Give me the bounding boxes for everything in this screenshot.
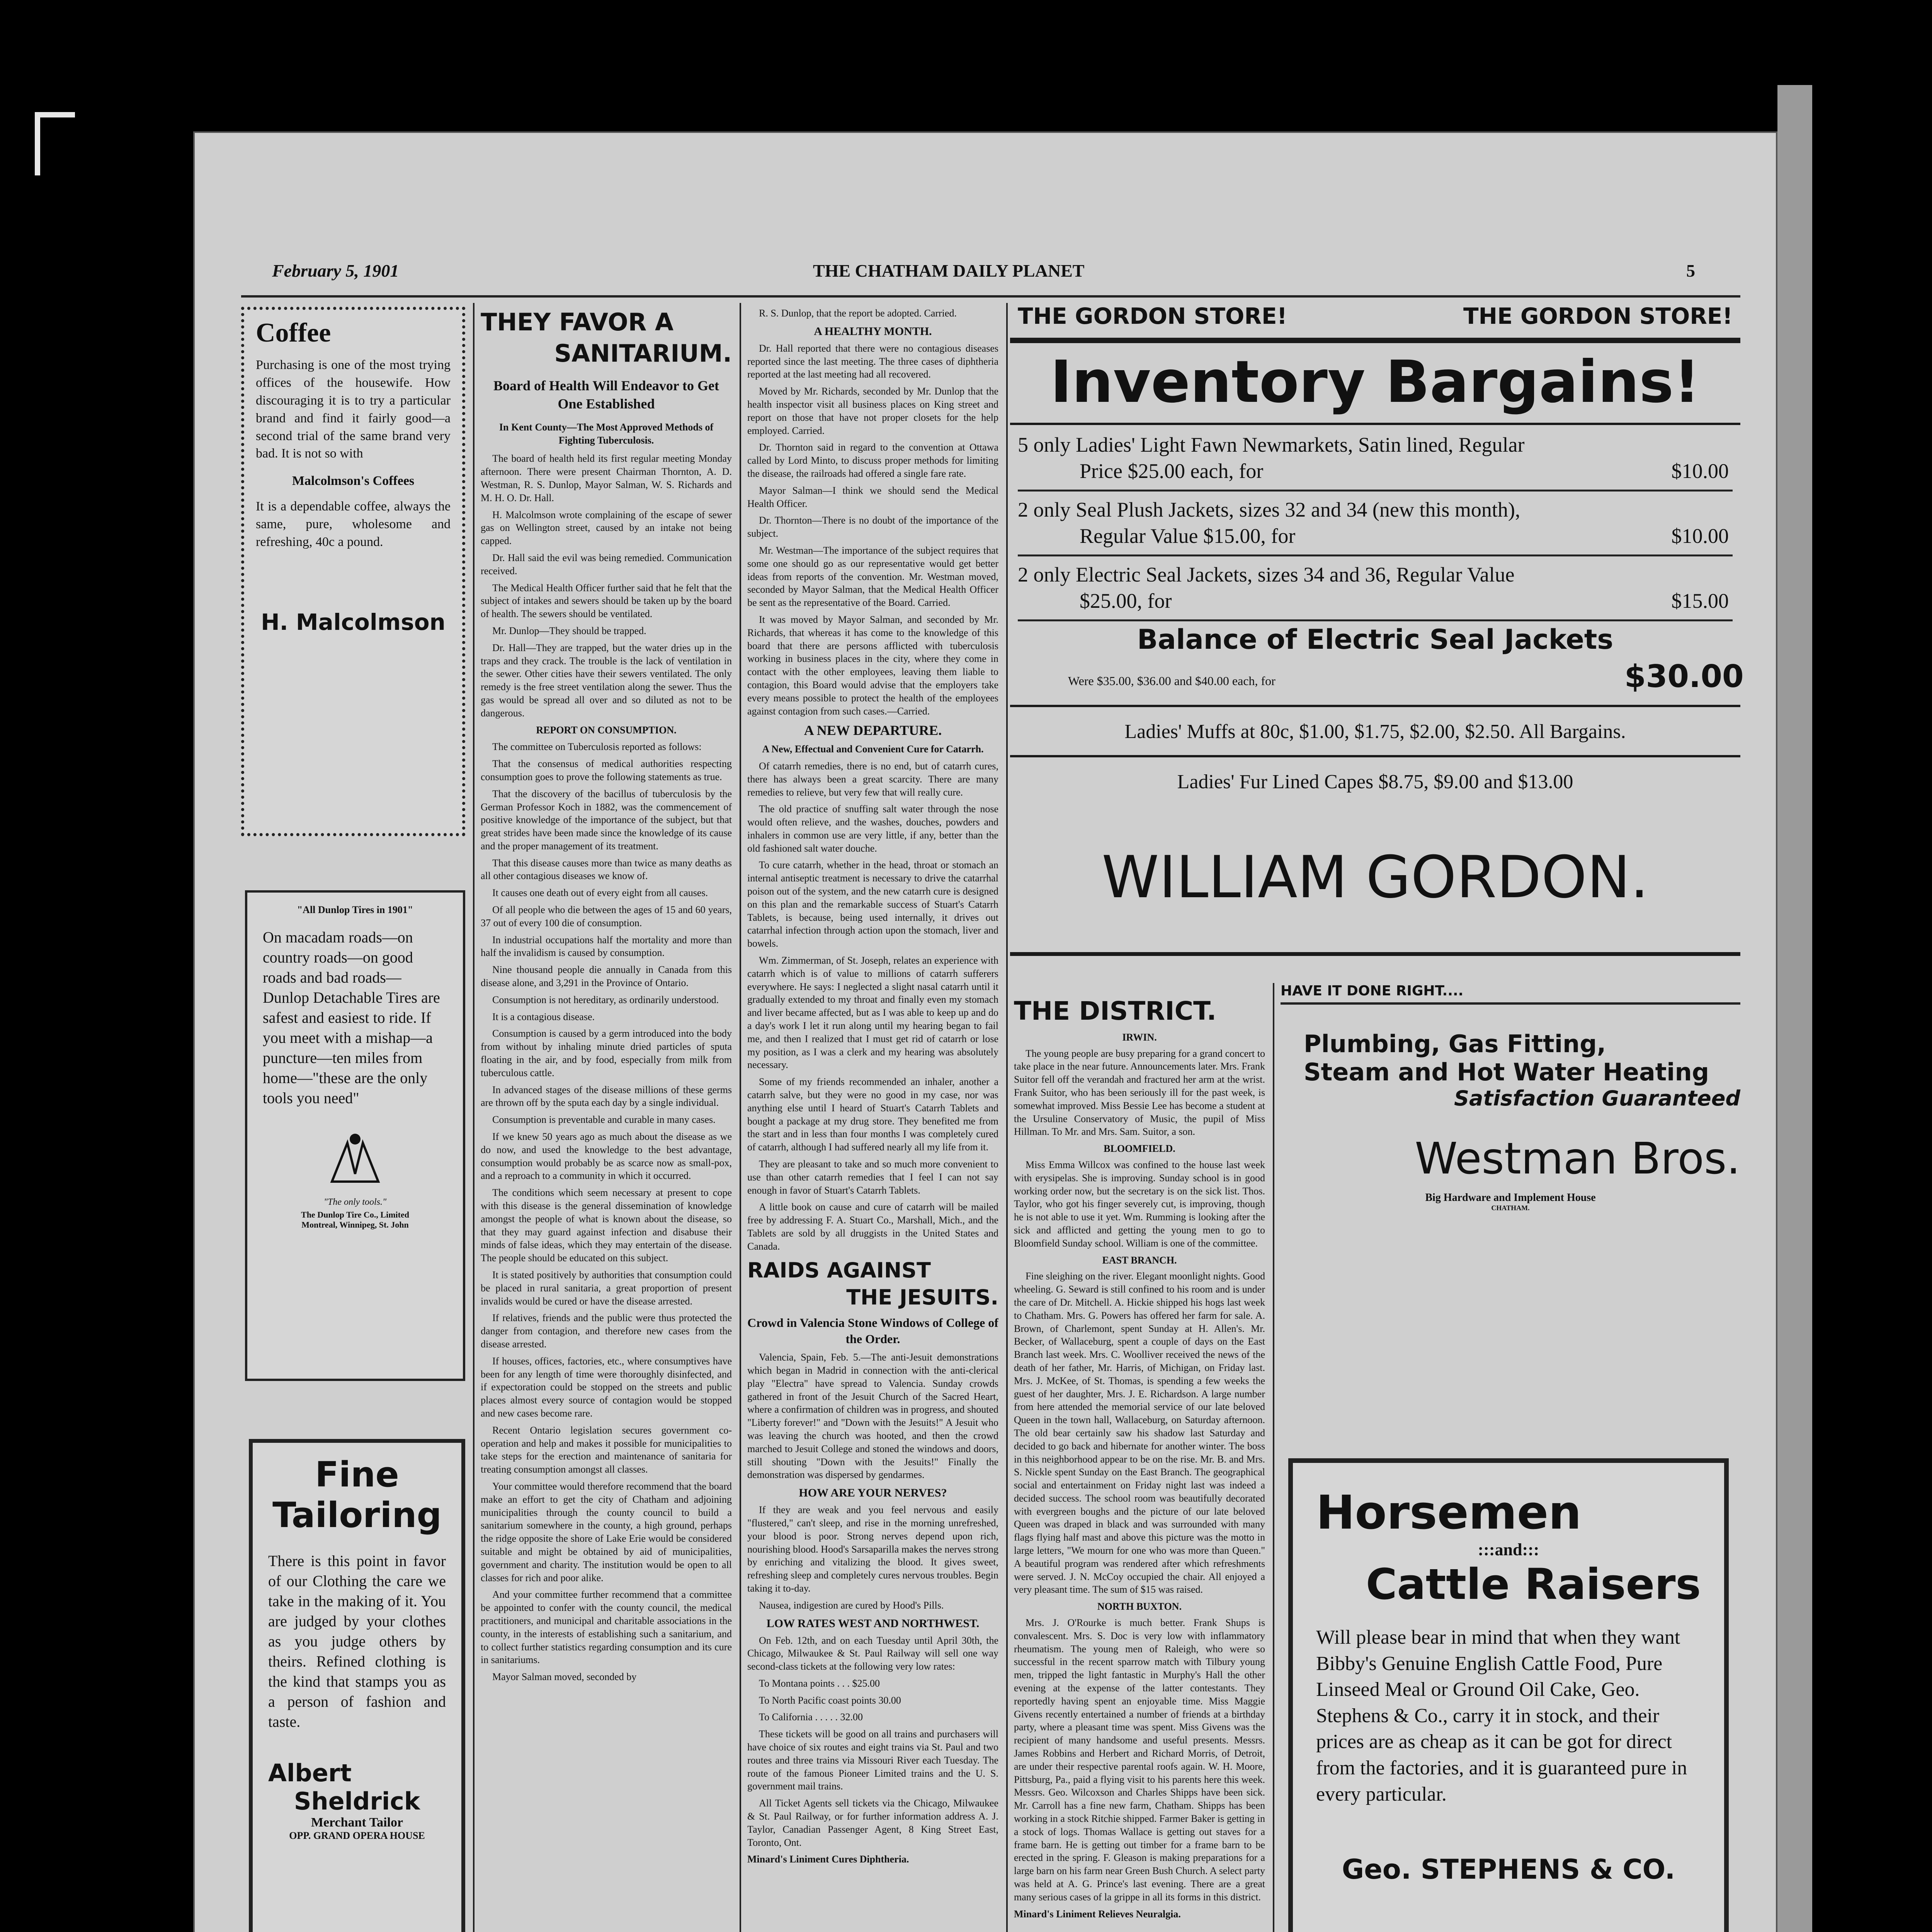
sanitarium-deck: In Kent County—The Most Approved Methods of Fighting Tuberculosis. (499, 421, 714, 446)
horsemen-ad (1288, 1458, 1729, 1932)
new-departure-paragraph: Of catarrh remedies, there is no end, but of catarrh cures, there has always been a great scarcity. There are many remedies to relieve, but very few that will really cure. (747, 760, 998, 798)
dunlop-cities: Montreal, Winnipeg, St. John (301, 1220, 409, 1230)
healthy-month-paragraph: Dr. Hall reported that there were no contagious diseases reported since the last meeting. The three cases of diphtheria reported at the last meeting had all recovered. (747, 342, 998, 380)
district-section-text: The young people are busy preparing for a grand concert to take place in the near future. Announcements later. Mrs. Frank Suitor fell off the verandah and fractured her arm at the wrist. Frank Suitor, who has been seriously ill for the past week, is somewhat improved. Miss Bessie Lee has become a student at the Ursuline Conservatory of Music, the pupil of Miss Hillman. To Mr. and Mrs. Sam. Suitor, a son. (1014, 1048, 1265, 1138)
sanitarium-paragraph: Recent Ontario legislation secures government co-operation and help and makes it possible for municipalities to take steps for the erection and maintenance of sanitaria for treating consumption amongst all classes. (481, 1424, 732, 1475)
westman-sub: Big Hardware and Implement House (1425, 1192, 1596, 1204)
new-departure-heading: A NEW DEPARTURE. (804, 723, 942, 738)
westman-rule (1281, 1002, 1740, 1005)
healthy-month-paragraph: Moved by Mr. Richards, seconded by Mr. Dunlop that the health inspector visit all business places on King street and report on those that have not proper closets for the help employed. Carried. (747, 386, 998, 436)
westman-name: Westman Bros. (1415, 1134, 1740, 1184)
tailoring-body: There is this point in favor of our Clothing the care we take in the making of it. You are judged by your clothes as you judge others by theirs. Refined clothing is the kind that stamps you as a person of fashion and taste. (268, 1552, 446, 1730)
sanitarium-headline-1: THEY FAVOR A (481, 308, 673, 336)
sanitarium-paragraph: It is stated positively by authorities that consumption could be placed in rural sanitaria, a great proportion of present invalids would be cured or have the disease arrested. (481, 1269, 732, 1307)
dunlop-ad (245, 890, 465, 1381)
coffee-tagline: It is a dependable coffee, always the same, pure, wholesome and refreshing, 40c a pound. (256, 499, 451, 549)
gordon-item (1018, 556, 1733, 621)
healthy-month-body (747, 342, 998, 718)
crop-mark-top-left (35, 112, 75, 175)
district-section-title: IRWIN. (1122, 1031, 1157, 1043)
raids-headline-2: THE JESUITS. (846, 1285, 998, 1310)
coffee-signature: H. Malcolmson (261, 609, 446, 635)
dunlop-heading: "All Dunlop Tires in 1901" (297, 904, 413, 915)
healthy-month-paragraph: Dr. Thornton—There is no doubt of the importance of the subject. (747, 515, 998, 539)
sanitarium-paragraph: If we knew 50 years ago as much about the disease as we do now, and used the knowledge to the best advantage, consumption would probably be as scarce now as small-pox, and a reproach to a community in which it occurred. (481, 1131, 732, 1182)
tailoring-name-1: Albert (268, 1759, 352, 1787)
raids-headline-1: RAIDS AGAINST (747, 1258, 931, 1282)
gordon-rule-4 (1010, 755, 1740, 757)
westman-ad (1281, 983, 1740, 1427)
new-departure-sub: A New, Effectual and Convenient Cure for Catarrh. (762, 743, 984, 755)
sanitarium-paragraph: Consumption is caused by a germ introduced into the body from without by inhaling minute dried particles of sputa floating in the air, and by food, especially from milk from tuberculous cattle. (481, 1028, 732, 1078)
sanitarium-paragraph: REPORT ON CONSUMPTION. (536, 724, 677, 736)
sanitarium-paragraph: Consumption is preventable and curable in many cases. (492, 1114, 716, 1126)
sanitarium-paragraph: Consumption is not hereditary, as ordinarily understood. (492, 994, 719, 1005)
district-section-title: EAST BRANCH. (1102, 1254, 1177, 1266)
district-section-text: Miss Emma Willcox was confined to the house last week with erysipelas. She is improving. Sunday school is in good working order now, but the secretary is on the sick list. Thos. Taylor, who got his finger severely cut, is improving, though he is not able to use it yet. Wm. Rumming is looking after the sick and afflicted and getting the young men to go to Bloomfield Sunday school. William is one of the committee. (1014, 1159, 1265, 1249)
col3-footer: Minard's Liniment Cures Diphtheria. (747, 1854, 909, 1865)
sanitarium-paragraph: Mayor Salman moved, seconded by (492, 1671, 637, 1683)
gordon-item-line-2: Regular Value $15.00, for (1080, 524, 1296, 548)
column-rule-2 (740, 303, 741, 1932)
gordon-item-line-1: 2 only Seal Plush Jackets, sizes 32 and 34 (new this month), (1018, 498, 1520, 521)
dunlop-company: The Dunlop Tire Co., Limited (301, 1210, 409, 1219)
westman-line-2: Steam and Hot Water Heating (1304, 1058, 1709, 1086)
westman-line-3: Satisfaction Guaranteed (1454, 1086, 1740, 1111)
raids-sub: Crowd in Valencia Stone Windows of College of the Order. (747, 1315, 998, 1346)
healthy-month-paragraph: Mayor Salman—I think we should send the Medical Health Officer. (747, 485, 998, 509)
raids-paragraph: Valencia, Spain, Feb. 5.—The anti-Jesuit demonstrations which began in Madrid in connection with the anti-clerical play "Electra" have spread to Valencia. Sunday crowds gathered in front of the Jesuit Church of the Sacred Heart, where a confirmation of children was in progress, and shouted "Liberty forever!" and "Down with the Jesuits!" A Jesuit who was leaving the church was hooted, and then the crowd marched to Jesuit College and stoned the windows and doors, still shouting "Down with the Jesuits!" Finally the demonstration was dispersed by gendarmes. (747, 1352, 998, 1481)
gordon-item-line-2: $25.00, for (1080, 589, 1172, 612)
nerves-body (747, 1503, 998, 1612)
underlying-page-edge (1777, 85, 1812, 1932)
gordon-item (1018, 427, 1733, 492)
sanitarium-paragraph: That the discovery of the bacillus of tuberculosis by the German Professor Koch in 1882, was the commencement of positive knowledge of the importance of the subject, but that great strides have been made since the knowledge of its cause and the proper management of its treatment. (481, 788, 732, 852)
tailoring-ad (249, 1439, 465, 1932)
balance-title: Balance of Electric Seal Jackets (1137, 624, 1614, 655)
gordon-store-right: THE GORDON STORE! (1463, 303, 1733, 329)
horsemen-and: :::and::: (1478, 1540, 1539, 1559)
district-section-text: Mrs. J. O'Rourke is much better. Frank Shups is convalescent. Mrs. S. Doc is very low with inflammatory rheumatism. The young men of Raleigh, who were so successful in the recent sparrow match with Tilbury young men, tripped the light fantastic in Murphy's Hall the other evening at the expense of the latter contestants. They reportedly having spent an enjoyable time. Miss Maggie Givens recently entertained a number of friends at a birthday party, where a pleasant time was spent. Miss Givens was the recipient of many handsome and useful presents. Messrs. James Robbins and Herbert and Richard Morris, of Detroit, are under their respective parental roofs again. W. H. Moore, Pittsburg, Pa., paid a flying visit to his parents here this week. Messrs. Geo. Wilcoxson and Charles Shipps have been sick. Mr. Carroll has a fine new farm, Chatham. Shipps has been working in a stock Ritchie shipped. Farmer Baker is getting in a stock of logs. Thomas Wallace is getting out staves for a frame barn. He is getting out timber for a frame barn to be erected in the spring. F. Gleason is making preparations for a large barn on his farm near Green Bush Church. A select party was held at A. G. Prince's last evening. There are a great many serious cases of la grippe in all its forms in this district. (1014, 1617, 1265, 1903)
gordon-muffs: Ladies' Muffs at 80c, $1.00, $1.75, $2.00, $2.50. All Bargains. (1124, 721, 1626, 743)
issue-date: February 5, 1901 (272, 261, 399, 281)
page-number: 5 (1686, 261, 1695, 281)
new-departure-body (747, 760, 998, 1253)
district-section-title: BLOOMFIELD. (1104, 1143, 1175, 1155)
tailoring-name-2: Sheldrick (294, 1787, 420, 1815)
hands-with-tools-icon (316, 1120, 394, 1197)
district-section-text: Fine sleighing on the river. Elegant moonlight nights. Good wheeling. G. Seward is still confined to his room and is under the care of Dr. Mitchell. A. Hickie shipped his hogs last week to Chatham. Mrs. G. Powers has offered her farm for sale. A. Brown, of Charlemont, spent Sunday at H. Allen's. Mr. Becker, of Wallaceburg, spent a couple of days on the East Branch last week. Mrs. C. Woolliver received the news of the death of her father, Mr. Harris, of Michigan, on Friday last. Mrs. J. McKee, of St. Thomas, is spending a few weeks the guest of her daughter, Mrs. J. E. Richardson. A large number from here attended the memorial service of our late beloved Queen in the town hall, Wallaceburg, on Saturday afternoon. The old bear certainly saw his shadow last Saturday and decided to go back and hibernate for another winter. The boss in this neighborhood appear to be on the rise. Mr. B. and Mrs. S. Nickle spent Sunday on the East Branch. The geographical social and entertainment on Friday night last was indeed a decided success. The school room was beautifully decorated with evergreen boughs and the picture of our late beloved Queen was draped in black and was surrounded with many flags flying half mast and above this picture was the motto in large letters, "We mourn for one who was more than Queen." A beautiful program was rendered after which refreshments were served. J. N. McCoy occupied the chair. All enjoyed a very pleasant time. The sum of $15 was raised. (1014, 1270, 1265, 1595)
gordon-item (1018, 492, 1733, 556)
new-departure-paragraph: Wm. Zimmerman, of St. Joseph, relates an experience with catarrh which is of value to millions of catarrh sufferers everywhere. He says: I neglected a slight nasal catarrh until it gradually extended to my throat and finally even my stomach and liver became affected, but as I was able to keep up and do a day's work I let it run along until my hearing began to fail me, and then I realized that I must get rid of catarrh or lose my position, as I was a clerk and my hearing was absolutely necessary. (747, 955, 998, 1071)
newspaper-title: THE CHATHAM DAILY PLANET (813, 261, 1085, 281)
sanitarium-paragraph: And your committee further recommend that a committee be appointed to confer with the county council, the medical practitioners, and municipal and charitable associations in the county, in the interests of establishing such a sanitarium, and to collect further statistics regarding consumption and its cure in sanitariums. (481, 1589, 732, 1666)
gordon-rule-3 (1010, 705, 1740, 707)
gordon-store-left: THE GORDON STORE! (1018, 303, 1287, 329)
gordon-signature: WILLIAM GORDON. (1102, 844, 1649, 911)
gordon-item-line-2: Price $25.00 each, for (1080, 459, 1264, 483)
gordon-item-price: $10.00 (1671, 459, 1729, 483)
raids-body (747, 1351, 998, 1481)
nerves-paragraph: If they are weak and you feel nervous and easily "flustered," can't sleep, and rise in the morning unrefreshed, your blood is poor. Strong nerves depend upon rich, nourishing blood. Hood's Sarsaparilla makes the nerves strong by enriching and vitalizing the blood. It gives sweet, refreshing sleep and completely cures nervous troubles. Begin taking it to-day. (747, 1504, 998, 1594)
masthead-rule (241, 295, 1740, 298)
rates-paragraph: To North Pacific coast points 30.00 (759, 1694, 901, 1706)
gordon-rule-2 (1010, 423, 1740, 425)
sanitarium-paragraph: The committee on Tuberculosis reported as follows: (492, 741, 702, 753)
sanitarium-article (481, 307, 732, 1932)
rates-heading: LOW RATES WEST AND NORTHWEST. (766, 1617, 980, 1630)
gordon-item-line-1: 2 only Electric Seal Jackets, sizes 34 and 36, Regular Value (1018, 563, 1515, 586)
sanitarium-headline-2: SANITARIUM. (554, 339, 732, 367)
new-departure-paragraph: Some of my friends recommended an inhaler, another a catarrh salve, but they were no good in my case, nor was anything else until I heard of Stuart's Catarrh Tablets and bought a package at my drug store. They benefited me from the start and in less than four months I was completely cured of catarrh, although I had suffered nearly all my life from it. (747, 1076, 998, 1153)
sanitarium-paragraph: That the consensus of medical authorities respecting consumption goes to prove the following statements as true. (481, 758, 732, 782)
dunlop-caption: "The only tools." (323, 1197, 387, 1207)
gordon-store-ad (1010, 303, 1744, 975)
westman-city: CHATHAM. (1491, 1204, 1530, 1212)
sanitarium-body (481, 452, 732, 1684)
sanitarium-paragraph: In industrial occupations half the mortality and more than half the invalidism is caused by consumption. (481, 934, 732, 959)
gordon-item-line-1: 5 only Ladies' Light Fawn Newmarkets, Satin lined, Regular (1018, 433, 1525, 456)
column-rule-1 (473, 303, 474, 1932)
nerves-paragraph: Nausea, indigestion are cured by Hood's Pills. (759, 1599, 944, 1611)
tailoring-role: Merchant Tailor (311, 1815, 403, 1830)
sanitarium-paragraph: It is a contagious disease. (492, 1011, 595, 1022)
rates-paragraph: To California . . . . . 32.00 (759, 1711, 863, 1723)
balance-were: Were $35.00, $36.00 and $40.00 each, for (1068, 674, 1276, 688)
sanitarium-paragraph: Your committee would therefore recommend that the board make an effort to get the city of Chatham and adjoining municipalities through the county council to build a sanitarium somewhere in the county, a high ground, perhaps the ridge opposite the shore of Lake Erie would be considered suitable and might be obtained by aid of municipalities, government and charity. The institution would be open to all classes for rich and poor alike. (481, 1480, 732, 1583)
rates-paragraph: These tickets will be good on all trains and purchasers will have choice of six routes and eight trains via St. Paul and two routes and three trains via Missouri River each Tuesday. The route of the famous Pioneer Limited trains and the U. S. government mail trains. (747, 1728, 998, 1792)
horsemen-title-1: Horsemen (1316, 1486, 1582, 1540)
tailoring-address: OPP. GRAND OPERA HOUSE (289, 1830, 425, 1841)
district-body (1014, 1031, 1265, 1904)
col3-continued: R. S. Dunlop, that the report be adopted. Carried. (759, 308, 957, 319)
gordon-rule-top (1010, 338, 1740, 343)
westman-tag: HAVE IT DONE RIGHT.... (1281, 983, 1464, 999)
sanitarium-paragraph: In advanced stages of the disease millions of these germs are thrown off by the sputa each day by a single individual. (481, 1084, 732, 1109)
horsemen-signature: Geo. STEPHENS & CO. (1342, 1854, 1675, 1886)
gordon-item-price: $10.00 (1671, 524, 1729, 548)
tailoring-title-2: Tailoring (272, 1495, 442, 1536)
new-departure-paragraph: A little book on cause and cure of catarrh will be mailed free by addressing F. A. Stuart Co., Marshall, Mich., and the Tablets are sold by all druggists in the United States and Canada. (747, 1201, 998, 1252)
horsemen-title-2: Cattle Raisers (1366, 1560, 1701, 1609)
westman-line-1: Plumbing, Gas Fitting, (1304, 1030, 1606, 1058)
coffee-ad (241, 307, 465, 836)
sanitarium-paragraph: H. Malcolmson wrote complaining of the escape of sewer gas on Wellington street, caused by an intake not being capped. (481, 509, 732, 547)
gordon-headline: Inventory Bargains! (1050, 349, 1700, 416)
sanitarium-paragraph: The Medical Health Officer further said that he felt that the subject of intakes and sewers should be taken up by the board of health. The sewers should be ventilated. (481, 582, 732, 620)
balance-price: $30.00 (1624, 658, 1744, 694)
column-three (747, 307, 998, 1932)
sanitarium-paragraph: If houses, offices, factories, etc., where consumptives have been for any length of time were thoroughly disinfected, and if expectoration could be stopped on the streets and public places almost every source of contagion would be stopped and new cases become rare. (481, 1355, 732, 1419)
new-departure-paragraph: The old practice of snuffing salt water through the nose would often relieve, and the washes, douches, powders and inhalers in common use are very little, if any, better than the old fashioned salt water douche. (747, 803, 998, 854)
sanitarium-paragraph: Mr. Dunlop—They should be trapped. (492, 625, 646, 636)
rates-paragraph: On Feb. 12th, and on each Tuesday until April 30th, the Chicago, Milwaukee & St. Paul Railway will sell one way second-class tickets at the following very low rates: (747, 1634, 998, 1672)
healthy-month-paragraph: Mr. Westman—The importance of the subject requires that some one should go as our representative would get better ideas from reports of the convention. Mr. Westman moved, seconded by Mayor Salman, that the Medical Health Officer be sent as the representative of the Board. Carried. (747, 544, 998, 609)
sanitarium-paragraph: If relatives, friends and the public were thus protected the danger from contagion, and therefore new cases from the disease arrested. (481, 1312, 732, 1350)
coffee-body: Purchasing is one of the most trying offices of the housewife. How discouraging it is to try a particular brand and find it fairly good—a second trial of the same brand very bad. It is not so with (256, 358, 451, 461)
district-headline: THE DISTRICT. (1014, 996, 1217, 1026)
sanitarium-paragraph: It causes one death out of every eight from all causes. (492, 887, 708, 899)
gordon-capes: Ladies' Fur Lined Capes $8.75, $9.00 and $13.00 (1177, 771, 1573, 793)
sanitarium-subhead: Board of Health Will Endeavor to Get One Established (493, 378, 719, 412)
sanitarium-paragraph: That this disease causes more than twice as many deaths as all other contagious diseases we know of. (481, 857, 732, 882)
gordon-rule-bottom (1010, 952, 1740, 956)
column-rule-3 (1006, 303, 1008, 1932)
sanitarium-paragraph: Nine thousand people die annually in Canada from this disease alone, and 3,291 in the Province of Ontario. (481, 964, 732, 989)
horsemen-body: Will please bear in mind that when they want Bibby's Genuine English Cattle Food, Pure Linseed Meal or Ground Oil Cake, Geo. Stephens & Co., carry it in stock, and their prices are as cheap as it can be got for direct from the factories, and it is guaranteed pure in every particular. (1316, 1626, 1687, 1805)
district-article (1014, 995, 1265, 1932)
healthy-month-heading: A HEALTHY MONTH. (814, 325, 932, 338)
coffee-title: Coffee (256, 318, 331, 348)
gordon-item-price: $15.00 (1671, 589, 1729, 612)
sanitarium-paragraph: The conditions which seem necessary at present to cope with this disease is the general dissemination of knowledge amongst the people of what is known about the disease, so that they may guard against infection and disabuse their minds of false ideas, which they may entertain of the disease. The people should be educated on this subject. (481, 1187, 732, 1264)
sanitarium-paragraph: The board of health held its first regular meeting Monday afternoon. There were present Chairman Thornton, A. D. Westman, R. S. Dunlop, Mayor Salman, W. S. Richards and M. H. O. Dr. Hall. (481, 453, 732, 503)
healthy-month-paragraph: It was moved by Mayor Salman, and seconded by Mr. Richards, that whereas it has come to the knowledge of this board that there are persons afflicted with tuberculosis working in business places in the city, where they come in contact with the other employees, leaving them liable to contagion, this Board would advise that the employers take every means possible to protect the health of the employees against contagion from such cases.—Carried. (747, 614, 998, 717)
sanitarium-paragraph: Dr. Hall said the evil was being remedied. Communication received. (481, 552, 732, 577)
sanitarium-paragraph: Of all people who die between the ages of 15 and 60 years, 37 out of every 100 die of consumption. (481, 904, 732, 929)
district-footer: Minard's Liniment Relieves Neuralgia. (1014, 1908, 1181, 1920)
healthy-month-paragraph: Dr. Thornton said in regard to the convention at Ottawa called by Lord Minto, to discuss proper methods for limiting the disease, the railroads had offered a single fare rate. (747, 442, 998, 479)
rates-paragraph: To Montana points . . . $25.00 (759, 1677, 880, 1689)
nerves-heading: HOW ARE YOUR NERVES? (799, 1486, 947, 1500)
newspaper-page (193, 131, 1777, 1932)
district-section-title: NORTH BUXTON. (1097, 1601, 1182, 1612)
tailoring-title-1: Fine (315, 1454, 399, 1495)
column-rule-4 (1273, 983, 1274, 1932)
dunlop-body: On macadam roads—on country roads—on good roads and bad roads—Dunlop Detachable Tires are safest and easiest to ride. If you meet with a mishap—a puncture—ten miles from home—"these are the only tools you need" (263, 929, 440, 1107)
new-departure-paragraph: To cure catarrh, whether in the head, throat or stomach an internal antiseptic treatment is necessary to drive the catarrhal poison out of the system, and the new catarrh cure is designed on this plan and the remarkable success of Stuart's Catarrh Tablets, is because, being used internally, it drives out catarrhal infection through action upon the stomach, liver and bowels. (747, 859, 998, 949)
rates-paragraph: All Ticket Agents sell tickets via the Chicago, Milwaukee & St. Paul Railway, or for further information address A. J. Taylor, Canadian Passenger Agent, 8 King Street East, Toronto, Ont. (747, 1798, 998, 1848)
new-departure-paragraph: They are pleasant to take and so much more convenient to use than other catarrh remedies that I feel I can not say enough in favor of Stuart's Catarrh Tablets. (747, 1158, 998, 1196)
rates-body (747, 1634, 998, 1849)
coffee-product: Malcolmson's Coffees (292, 474, 415, 488)
sanitarium-paragraph: Dr. Hall—They are trapped, but the water dries up in the traps and they crack. The trouble is the lack of ventilation in the sewer. Other cities have their sewers ventilated. The only remedy is the free street ventilation along the sewer. Thus the gas would be spread all over and so diluted as not to be dangerous. (481, 642, 732, 719)
gordon-items (1018, 427, 1733, 621)
